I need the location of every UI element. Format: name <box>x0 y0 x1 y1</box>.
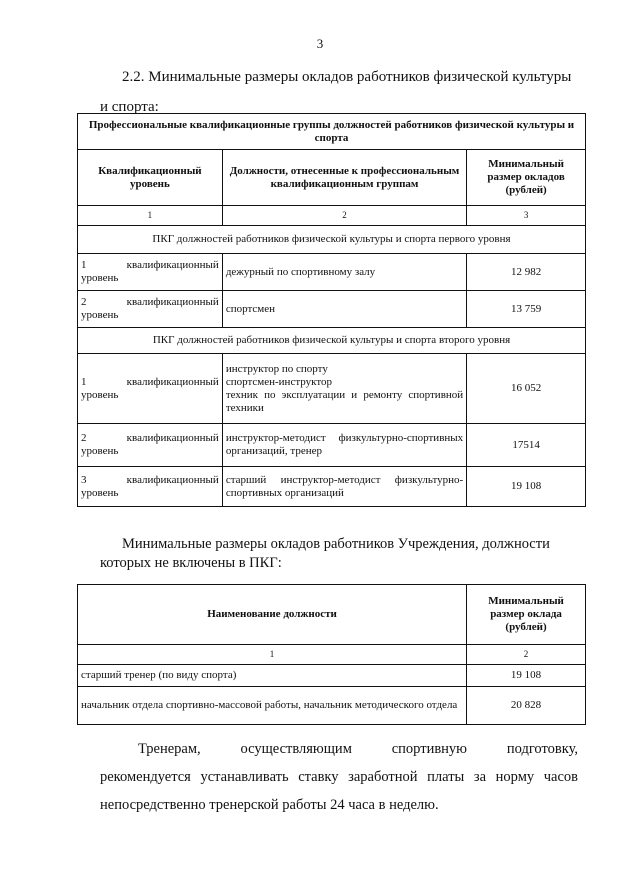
group-title: ПКГ должностей работников физической культуры и спорта второго уровня <box>78 328 586 354</box>
table-row <box>78 665 586 687</box>
col-number: 2 <box>222 206 466 226</box>
group-title: ПКГ должностей работников физической культуры и спорта первого уровня <box>78 226 586 254</box>
table-row <box>78 291 586 328</box>
position-cell: старший инструктор-методист физкультурно-спортивных организаций <box>222 467 466 507</box>
col-header-position-name: Наименование должности <box>78 585 467 645</box>
table-row <box>78 467 586 507</box>
position-cell: инструктор-методист физкультурно-спортивных организаций, тренер <box>222 424 466 467</box>
position-cell: старший тренер (по виду спорта) <box>78 665 467 687</box>
salary-cell: 16 052 <box>467 354 586 424</box>
col-header-level: Квалификационный уровень <box>78 150 223 206</box>
table-row <box>78 354 586 424</box>
position-cell: спортсмен <box>222 291 466 328</box>
col-number: 2 <box>467 645 586 665</box>
col-number: 3 <box>467 206 586 226</box>
salary-cell: 19 108 <box>467 467 586 507</box>
col-number: 1 <box>78 206 223 226</box>
salary-cell: 13 759 <box>467 291 586 328</box>
salary-cell: 20 828 <box>467 687 586 725</box>
level-cell: 3 квалификационный уровень <box>78 467 223 507</box>
col-header-salary: Минимальный размер окладов (рублей) <box>467 150 586 206</box>
page-number: 3 <box>316 36 324 51</box>
col-number: 1 <box>78 645 467 665</box>
col-header-positions: Должности, отнесенные к профессиональным квалификационным группам <box>222 150 466 206</box>
table-row <box>78 254 586 291</box>
salary-cell: 12 982 <box>467 254 586 291</box>
other-positions-table <box>77 584 586 725</box>
level-cell: 2 квалификационный уровень <box>78 291 223 328</box>
level-cell: 2 квалификационный уровень <box>78 424 223 467</box>
table-title: Профессиональные квалификационные группы должностей работников физической культуры и спорта <box>78 114 586 150</box>
position-cell: дежурный по спортивному залу <box>222 254 466 291</box>
closing-paragraph: Тренерам, осуществляющим спортивную подготовку, рекомендуется устанавливать ставку заработной платы за норму часов непосредственно тренерской работы 24 часа в неделю. <box>100 741 578 813</box>
table-row <box>78 424 586 467</box>
position-cell: инструктор по спорту спортсмен-инструктор техник по эксплуатации и ремонту спортивной техники <box>222 354 466 424</box>
salary-cell: 17514 <box>467 424 586 467</box>
section-heading: 2.2. Минимальные размеры окладов работников физической культуры и спорта: <box>100 69 572 115</box>
level-cell: 1 квалификационный уровень <box>78 354 223 424</box>
position-cell: начальник отдела спортивно-массовой работы, начальник методического отдела <box>78 687 467 725</box>
salary-cell: 19 108 <box>467 665 586 687</box>
level-cell: 1 квалификационный уровень <box>78 254 223 291</box>
pkg-salary-table <box>77 113 586 507</box>
section-subtitle: Минимальные размеры окладов работников Учреждения, должности которых не включены в ПКГ: <box>100 536 550 571</box>
table-row <box>78 687 586 725</box>
col-header-salary: Минимальный размер оклада (рублей) <box>467 585 586 645</box>
